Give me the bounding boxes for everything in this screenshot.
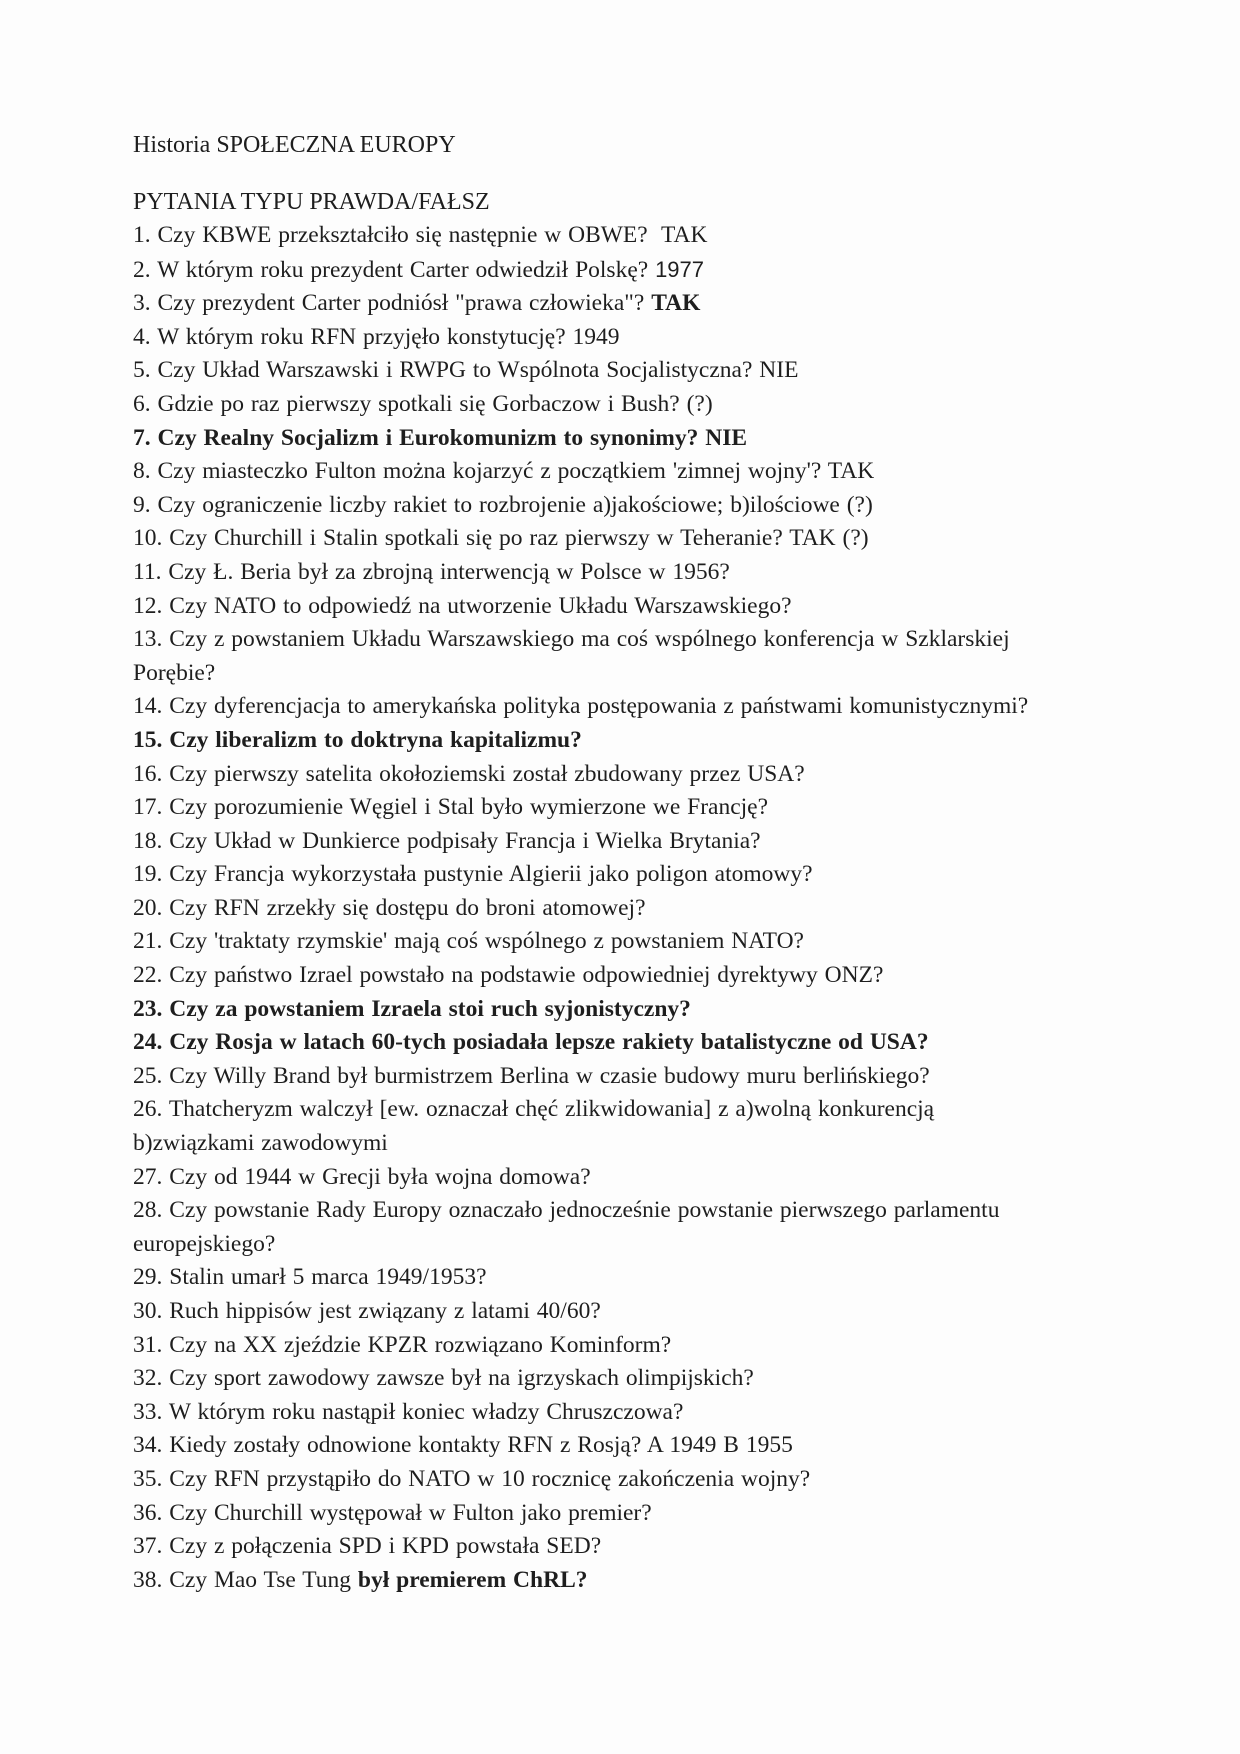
question-item <box>133 556 1153 590</box>
question-text: 20. Czy RFN zrzekły się dostępu do broni atomowej? <box>133 894 646 921</box>
section-heading: PYTANIA TYPU PRAWDA/FAŁSZ <box>133 189 490 215</box>
question-list <box>133 219 1153 1597</box>
question-text: 15. Czy liberalizm to doktryna kapitalizmu? <box>133 726 582 753</box>
question-text: 23. Czy za powstaniem Izraela stoi ruch syjonistyczny? <box>133 995 691 1022</box>
question-item <box>133 1295 1153 1329</box>
question-text: 21. Czy 'traktaty rzymskie' mają coś wspólnego z powstaniem NATO? <box>133 928 804 955</box>
question-text: 10. Czy Churchill i Stalin spotkali się po raz pierwszy w Teheranie? TAK (?) <box>133 525 869 552</box>
question-item <box>133 590 1153 624</box>
question-text: 9. Czy ograniczenie liczby rakiet to rozbrojenie a)jakościowe; b)ilościowe (?) <box>133 491 873 518</box>
question-item <box>133 388 1153 422</box>
question-text: europejskiego? <box>133 1230 276 1257</box>
question-item <box>133 253 1153 288</box>
question-item <box>133 354 1153 388</box>
question-item <box>133 1329 1153 1363</box>
question-item <box>133 1093 1153 1160</box>
question-text: 19. Czy Francja wykorzystała pustynie Algierii jako poligon atomowy? <box>133 861 813 888</box>
question-item <box>133 1564 1153 1598</box>
question-text: 30. Ruch hippisów jest związany z latami 40/60? <box>133 1298 601 1324</box>
question-item <box>133 1463 1153 1497</box>
question-text: był premierem ChRL? <box>357 1566 588 1593</box>
question-text: 33. W którym roku nastąpił koniec władzy Chruszczowa? <box>133 1398 684 1425</box>
question-item <box>133 993 1153 1027</box>
question-item <box>133 623 1153 690</box>
question-item <box>133 791 1153 825</box>
question-text: 34. Kiedy zostały odnowione kontakty RFN z Rosją? A 1949 B 1955 <box>133 1432 793 1459</box>
question-item <box>133 825 1153 859</box>
question-item <box>133 925 1153 959</box>
question-text: 14. Czy dyferencjacja to amerykańska polityka postępowania z państwami komunistycznymi? <box>133 693 1029 720</box>
question-item <box>133 1194 1153 1261</box>
question-item <box>133 959 1153 993</box>
question-item <box>133 522 1153 556</box>
question-text: 24. Czy Rosja w latach 60-tych posiadała lepsze rakiety batalistyczne od USA? <box>133 1029 929 1056</box>
question-text: 18. Czy Układ w Dunkierce podpisały Francja i Wielka Brytania? <box>133 827 761 854</box>
question-text: 25. Czy Willy Brand był burmistrzem Berlina w czasie budowy muru berlińskiego? <box>133 1062 930 1089</box>
question-text: 8. Czy miasteczko Fulton można kojarzyć z początkiem 'zimnej wojny'? TAK <box>133 458 875 485</box>
question-item <box>133 455 1153 489</box>
question-text: 1. Czy KBWE przekształciło się następnie w OBWE? TAK <box>133 222 708 248</box>
question-text: 5. Czy Układ Warszawski i RWPG to Wspólnota Socjalistyczna? NIE <box>133 357 799 384</box>
question-item <box>133 219 1153 253</box>
question-text: 36. Czy Churchill występował w Fulton jako premier? <box>133 1499 652 1526</box>
question-item <box>133 1161 1153 1195</box>
question-item <box>133 858 1153 892</box>
question-item <box>133 489 1153 523</box>
question-text: 29. Stalin umarł 5 marca 1949/1953? <box>133 1264 487 1291</box>
question-item <box>133 1060 1153 1094</box>
question-text: 2. W którym roku prezydent Carter odwiedził Polskę? <box>133 256 656 283</box>
question-item <box>133 1362 1153 1396</box>
question-text: 3. Czy prezydent Carter podniósł "prawa człowieka"? <box>133 290 652 317</box>
question-text: 27. Czy od 1944 w Grecji była wojna domowa? <box>133 1163 591 1190</box>
question-text: 37. Czy z połączenia SPD i KPD powstała SED? <box>133 1533 602 1560</box>
question-item <box>133 690 1153 724</box>
question-text: b)związkami zawodowymi <box>133 1130 388 1157</box>
question-text: 17. Czy porozumienie Węgiel i Stal było wymierzone we Francję? <box>133 794 769 821</box>
question-item <box>133 1396 1153 1430</box>
question-item <box>133 287 1153 321</box>
question-text: 6. Gdzie po raz pierwszy spotkali się Gorbaczow i Bush? (?) <box>133 390 713 417</box>
question-item <box>133 1429 1153 1463</box>
question-text: 12. Czy NATO to odpowiedź na utworzenie Układu Warszawskiego? <box>133 592 792 619</box>
question-text: 38. Czy Mao Tse Tung <box>133 1566 358 1593</box>
question-text: 7. Czy Realny Socjalizm i Eurokomunizm to synonimy? NIE <box>133 424 748 451</box>
question-text: 1977 <box>655 256 705 282</box>
question-text: TAK <box>651 290 701 317</box>
question-text: 11. Czy Ł. Beria był za zbrojną interwencją w Polsce w 1956? <box>133 558 730 585</box>
question-item <box>133 1530 1153 1564</box>
question-item <box>133 724 1153 758</box>
question-item <box>133 422 1153 456</box>
question-text: 22. Czy państwo Izrael powstało na podstawie odpowiedniej dyrektywy ONZ? <box>133 962 884 989</box>
question-text: 35. Czy RFN przystąpiło do NATO w 10 rocznicę zakończenia wojny? <box>133 1465 811 1492</box>
question-text: 26. Thatcheryzm walczył [ew. oznaczał chęć zlikwidowania] z a)wolną konkurencją <box>133 1096 935 1123</box>
question-item <box>133 758 1153 792</box>
question-text: 32. Czy sport zawodowy zawsze był na igrzyskach olimpijskich? <box>133 1365 754 1392</box>
question-text: 28. Czy powstanie Rady Europy oznaczało jednocześnie powstanie pierwszego parlamentu <box>133 1197 1000 1224</box>
question-text: 4. W którym roku RFN przyjęło konstytucję? 1949 <box>133 323 620 350</box>
question-text: 31. Czy na XX zjeździe KPZR rozwiązano Kominform? <box>133 1331 672 1358</box>
question-item <box>133 1261 1153 1295</box>
question-item <box>133 892 1153 926</box>
question-text: 13. Czy z powstaniem Układu Warszawskiego ma coś wspólnego konferencja w Szklarskiej <box>133 626 1010 653</box>
question-text: 16. Czy pierwszy satelita okołoziemski został zbudowany przez USA? <box>133 760 805 787</box>
question-text: Porębie? <box>133 659 216 686</box>
question-item <box>133 321 1153 355</box>
document-title: Historia SPOŁECZNA EUROPY <box>133 132 456 158</box>
question-item <box>133 1026 1153 1060</box>
question-item <box>133 1497 1153 1531</box>
